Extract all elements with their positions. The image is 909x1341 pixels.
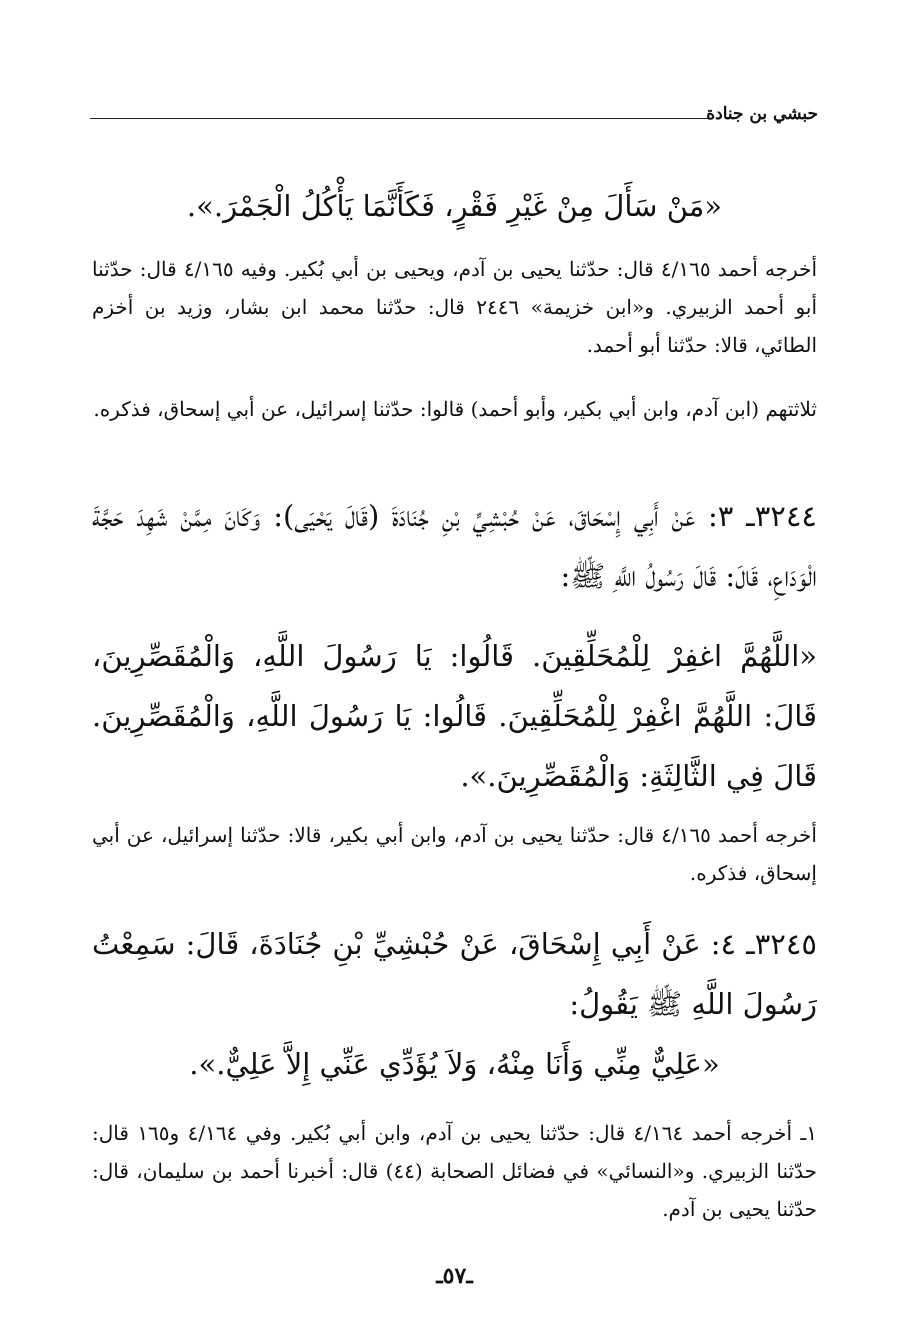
running-header bbox=[90, 104, 818, 134]
hadith-intro-3245: ٣٢٤٥ـ ٤: عَنْ أَبِي إِسْحَاقَ، عَنْ حُبْشِيِّ بْنِ جُنَادَةَ، قَالَ: سَمِعْتُ رَسُولَ اللَّهِ ﷺ يَقُولُ: bbox=[92, 927, 817, 1021]
takhrij-note-1: أخرجه أحمد ٤/١٦٥ قال: حدّثنا يحيى بن آدم، ويحيى بن أبي بُكير. وفيه ٤/١٦٥ قال: حدّثنا أبو أحمد الزبيري. و«ابن خزيمة» ٢٤٤٦ قال: حدّثنا محمد ابن بشار، وزيد بن أخزم الطائي، قالا: حدّثنا أبو أحمد. bbox=[92, 257, 817, 357]
hadith-text-3244: «اللَّهُمَّ اغفِرْ لِلْمُحَلِّقِينَ. قَالُوا: يَا رَسُولَ اللَّهِ، وَالْمُقَصِّرِينَ، قَالَ: اللَّهُمَّ اغْفِرْ لِلْمُحَلِّقِينَ. قَالُوا: يَا رَسُولَ اللَّهِ، وَالْمُقَصِّرِينَ. قَالَ فِي الثَّالِثَةِ: وَالْمُقَصِّرِينَ.». bbox=[92, 639, 817, 793]
hadith-intro-3244: ٣٢٤٤ـ ٣: عَنْ أَبِي إِسْحَاقَ، عَنْ حُبْشِيِّ بْنِ جُنَادَةَ (قَالَ يَحْيَى): وَكَانَ مِمَّنْ شَهِدَ حَجَّةَ الْوَدَاعِ، قَالَ: قَالَ رَسُولُ اللَّهِ ﷺ: bbox=[92, 499, 817, 593]
header-rule bbox=[90, 118, 710, 119]
takhrij-note-3: ١ـ أخرجه أحمد ٤/١٦٤ قال: حدّثنا يحيى بن آدم، وابن أبي بُكير. وفي ٤/١٦٤ و١٦٥ قال: حدّثنا الزبيري. و«النسائي» في فضائل الصحابة (٤٤) قال: أخبرنا أحمد بن سليمان، قال: حدّثنا يحيى بن آدم. bbox=[92, 1121, 818, 1221]
hadith-text-1: «مَنْ سَأَلَ مِنْ غَيْرِ فَقْرٍ، فَكَأَنَّمَا يَأْكُلُ الْجَمْرَ.». bbox=[186, 189, 723, 223]
page-number: ـ٥٧ـ bbox=[436, 1263, 473, 1289]
takhrij-note-2: أخرجه أحمد ٤/١٦٥ قال: حدّثنا يحيى بن آدم، وابن أبي بكير، قالا: حدّثنا إسرائيل، عن أبي إسحاق، فذكره. bbox=[92, 823, 817, 885]
header-title: حبشي بن جنادة bbox=[706, 104, 818, 124]
chain-note-1: ثلاثتهم (ابن آدم، وابن أبي بكير، وأبو أحمد) قالوا: حدّثنا إسرائيل، عن أبي إسحاق، فذكره. bbox=[93, 397, 817, 421]
hadith-text-3245: «عَلِيٌّ مِنِّي وَأَنَا مِنْهُ، وَلاَ يُؤَدِّي عَنِّي إِلاَّ عَلِيٌّ.». bbox=[189, 1047, 720, 1081]
